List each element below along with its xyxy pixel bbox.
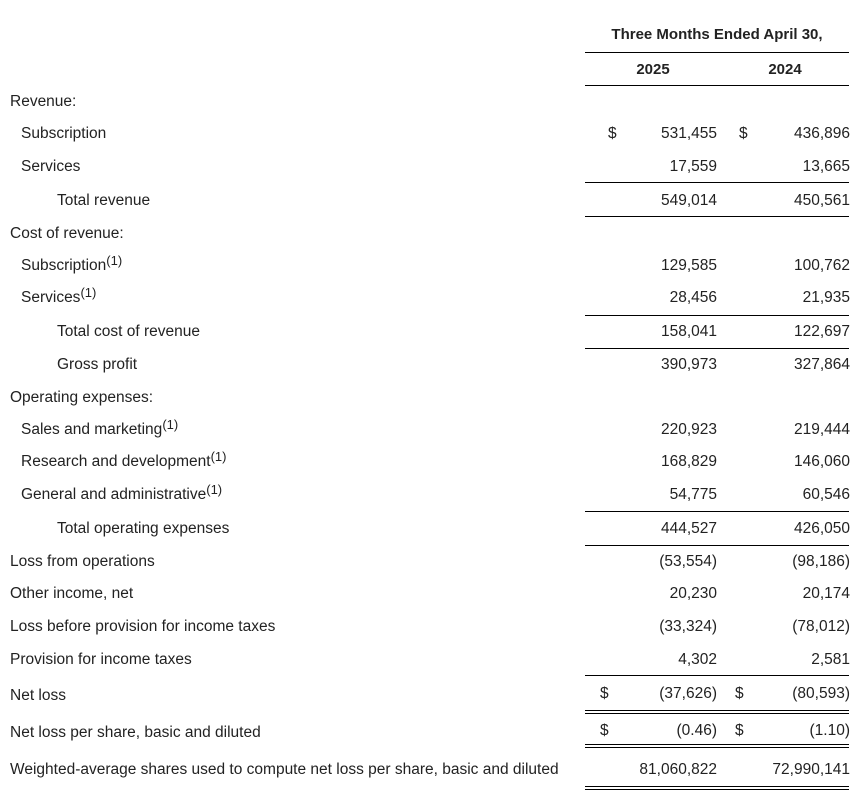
row-cost-of-revenue-heading — [0, 225, 861, 249]
value-2025: 20,230 — [669, 585, 717, 602]
row-gross-profit — [0, 356, 861, 380]
value-2025: 28,456 — [669, 289, 717, 306]
footnote-marker: (1) — [206, 482, 223, 497]
currency-symbol-2024: $ — [739, 125, 748, 142]
row-label-text: Subscription — [21, 257, 107, 274]
row-label-text: Research and development — [21, 453, 211, 470]
row-label: Other income, net — [10, 585, 134, 602]
row-label: Net loss — [10, 687, 66, 704]
currency-symbol-2025: $ — [608, 125, 617, 142]
double-rule-top — [585, 786, 849, 787]
row-total-revenue — [0, 192, 861, 216]
subtotal-rule — [585, 545, 849, 546]
row-revenue-heading — [0, 93, 861, 117]
value-2025: 444,527 — [660, 520, 717, 537]
value-2024: 219,444 — [793, 421, 850, 438]
row-services-cost — [0, 285, 861, 313]
value-2024: 327,864 — [793, 356, 850, 373]
double-rule-top — [585, 744, 849, 745]
row-label-text: General and administrative — [21, 486, 207, 503]
value-2024: (1.10) — [809, 722, 850, 739]
row-label-text: Services — [21, 289, 81, 306]
value-2025: 549,014 — [660, 192, 717, 209]
row-label — [21, 449, 227, 471]
value-2025: (37,626) — [659, 685, 717, 702]
header-rule — [585, 52, 849, 53]
row-label: Weighted-average shares used to compute net loss per share, basic and diluted — [10, 761, 559, 778]
value-2024: 436,896 — [793, 125, 850, 142]
value-2025: 220,923 — [660, 421, 717, 438]
row-label — [21, 417, 179, 439]
row-other-income — [0, 585, 861, 609]
row-services-revenue — [0, 158, 861, 182]
value-2024: 13,665 — [802, 158, 850, 175]
row-label-text: Sales and marketing — [21, 421, 163, 438]
value-2024: 122,697 — [793, 323, 850, 340]
row-label — [21, 285, 97, 307]
double-rule-top — [585, 710, 849, 711]
subtotal-rule — [585, 315, 849, 316]
subtotal-rule — [585, 348, 849, 349]
row-sales-and-marketing — [0, 417, 861, 445]
row-weighted-average-shares — [0, 761, 861, 785]
footnote-marker: (1) — [80, 285, 97, 300]
row-subscription-cost — [0, 253, 861, 281]
row-label: Loss from operations — [10, 553, 155, 570]
value-2025: (53,554) — [659, 553, 717, 570]
footnote-marker: (1) — [210, 449, 227, 464]
row-label: Operating expenses: — [10, 389, 154, 406]
row-total-cost-of-revenue — [0, 323, 861, 347]
row-general-and-administrative — [0, 482, 861, 510]
subtotal-rule — [585, 675, 849, 676]
row-label: Gross profit — [57, 356, 138, 373]
row-label — [21, 482, 223, 504]
row-label: Revenue: — [10, 93, 77, 110]
value-2024: 72,990,141 — [772, 761, 850, 778]
row-label: Cost of revenue: — [10, 225, 124, 242]
currency-symbol-2024: $ — [735, 685, 744, 702]
row-label: Net loss per share, basic and diluted — [10, 724, 261, 741]
value-2025: 4,302 — [678, 651, 717, 668]
footnote-marker: (1) — [106, 253, 123, 268]
double-rule-bottom — [585, 713, 849, 714]
value-2025: 54,775 — [669, 486, 717, 503]
total-rule — [585, 216, 849, 217]
currency-symbol-2025: $ — [600, 722, 609, 739]
value-2024: 20,174 — [802, 585, 850, 602]
row-label: Loss before provision for income taxes — [10, 618, 276, 635]
double-rule-bottom — [585, 747, 849, 748]
row-net-loss — [0, 685, 861, 709]
value-2024: 100,762 — [793, 257, 850, 274]
value-2024: 426,050 — [793, 520, 850, 537]
period-header: Three Months Ended April 30, — [611, 26, 823, 43]
value-2025: 390,973 — [660, 356, 717, 373]
year-2024-header: 2024 — [768, 61, 802, 78]
row-label: Subscription — [21, 125, 107, 142]
value-2024: 60,546 — [802, 486, 850, 503]
row-label: Total cost of revenue — [57, 323, 201, 340]
value-2025: 531,455 — [660, 125, 717, 142]
row-label — [21, 253, 123, 275]
subtotal-rule — [585, 182, 849, 183]
currency-symbol-2024: $ — [735, 722, 744, 739]
row-subscription-revenue — [0, 125, 861, 149]
year-header-rule — [585, 85, 849, 86]
row-label: Services — [21, 158, 81, 175]
row-research-and-development — [0, 449, 861, 477]
row-loss-before-taxes — [0, 618, 861, 642]
value-2024: 21,935 — [802, 289, 850, 306]
value-2024: (78,012) — [792, 618, 850, 635]
value-2025: 17,559 — [669, 158, 717, 175]
value-2025: (0.46) — [676, 722, 717, 739]
value-2025: 81,060,822 — [639, 761, 717, 778]
row-provision-for-income-taxes — [0, 651, 861, 675]
row-label: Total operating expenses — [57, 520, 230, 537]
value-2025: 158,041 — [660, 323, 717, 340]
value-2025: 168,829 — [660, 453, 717, 470]
subtotal-rule — [585, 511, 849, 512]
value-2025: (33,324) — [659, 618, 717, 635]
row-label: Provision for income taxes — [10, 651, 192, 668]
row-total-operating-expenses — [0, 520, 861, 544]
year-2025-header: 2025 — [636, 61, 670, 78]
currency-symbol-2025: $ — [600, 685, 609, 702]
value-2024: 2,581 — [811, 651, 850, 668]
value-2024: 450,561 — [793, 192, 850, 209]
value-2025: 129,585 — [660, 257, 717, 274]
value-2024: (98,186) — [792, 553, 850, 570]
footnote-marker: (1) — [162, 417, 179, 432]
row-operating-expenses-heading — [0, 389, 861, 413]
row-net-loss-per-share — [0, 722, 861, 746]
double-rule-bottom — [585, 789, 849, 790]
row-loss-from-operations — [0, 553, 861, 577]
row-label: Total revenue — [57, 192, 151, 209]
value-2024: 146,060 — [793, 453, 850, 470]
value-2024: (80,593) — [792, 685, 850, 702]
